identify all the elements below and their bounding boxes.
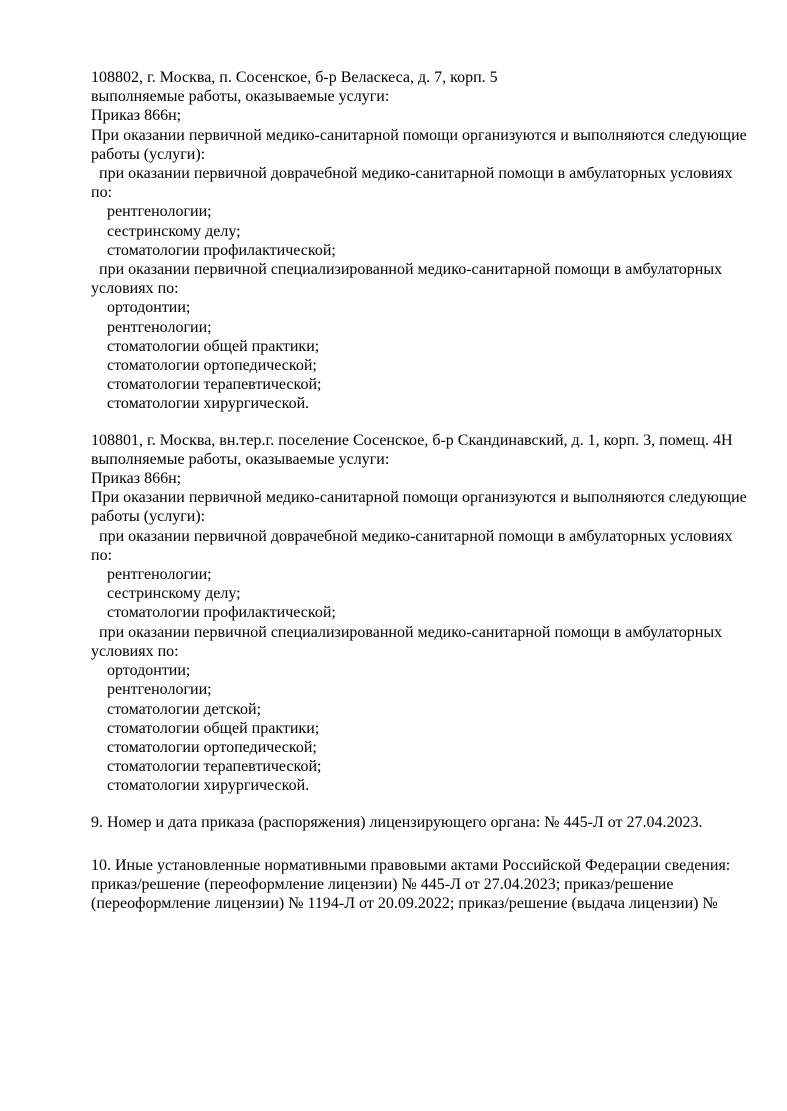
document-line: 108801, г. Москва, вн.тер.г. поселение Сосенское, б-р Скандинавский, д. 1, корп. 3, помещ. 4Н: [91, 431, 733, 449]
document-line: рентгенологии;: [91, 203, 212, 221]
document-line: при оказании первичной доврачебной медико-санитарной помощи в амбулаторных условиях: [91, 165, 733, 183]
document-line: 10. Иные установленные нормативными правовыми актами Российской Федерации сведения:: [91, 856, 731, 874]
document-line: ортодонтии;: [91, 299, 191, 317]
document-line: стоматологии хирургической.: [91, 777, 310, 795]
document-line: условиях по:: [91, 280, 179, 298]
document-line: стоматологии общей практики;: [91, 337, 320, 355]
document-line: стоматологии хирургической.: [91, 395, 310, 413]
document-line: стоматологии ортопедической;: [91, 357, 317, 375]
document-line: (переоформление лицензии) № 1194-Л от 20.09.2022; приказ/решение (выдача лицензии) №: [91, 895, 718, 913]
document-line: При оказании первичной медико-санитарной помощи организуются и выполняются следующие: [91, 126, 747, 144]
document-line: при оказании первичной специализированной медико-санитарной помощи в амбулаторных: [91, 261, 723, 279]
document-line: стоматологии профилактической;: [91, 604, 336, 622]
document-line: сестринскому делу;: [91, 222, 241, 240]
document-line: ортодонтии;: [91, 662, 191, 680]
document-line: сестринскому делу;: [91, 585, 241, 603]
document-line: стоматологии терапевтической;: [91, 376, 322, 394]
document-line: рентгенологии;: [91, 566, 212, 584]
document-line: по:: [91, 546, 113, 564]
clause-9-order-number: [91, 813, 747, 832]
location-block-108802: [91, 68, 747, 414]
document-line: работы (услуги):: [91, 508, 206, 526]
document-line: выполняемые работы, оказываемые услуги:: [91, 88, 390, 106]
document-line: работы (услуги):: [91, 145, 206, 163]
document-line: условиях по:: [91, 642, 179, 660]
document-line: выполняемые работы, оказываемые услуги:: [91, 450, 390, 468]
document-line: При оказании первичной медико-санитарной помощи организуются и выполняются следующие: [91, 489, 747, 507]
document-line: по:: [91, 184, 113, 202]
document-line: стоматологии терапевтической;: [91, 758, 322, 776]
clause-10-other-information: [91, 856, 747, 914]
document-line: стоматологии общей практики;: [91, 719, 320, 737]
document-line: рентгенологии;: [91, 681, 212, 699]
document-line: Приказ 866н;: [91, 107, 182, 125]
document-line: стоматологии профилактической;: [91, 241, 336, 259]
document-line: стоматологии ортопедической;: [91, 738, 317, 756]
document-line: Приказ 866н;: [91, 470, 182, 488]
document-line: рентгенологии;: [91, 318, 212, 336]
document-line: стоматологии детской;: [91, 700, 262, 718]
document-line: приказ/решение (переоформление лицензии) № 445-Л от 27.04.2023; приказ/решение: [91, 875, 674, 893]
document-line: при оказании первичной доврачебной медико-санитарной помощи в амбулаторных условиях: [91, 527, 733, 545]
document-line: при оказании первичной специализированной медико-санитарной помощи в амбулаторных: [91, 623, 723, 641]
document-line: 108802, г. Москва, п. Сосенское, б-р Веласкеса, д. 7, корп. 5: [91, 69, 498, 86]
location-block-108801: [91, 431, 747, 796]
document-line: 9. Номер и дата приказа (распоряжения) лицензирующего органа: № 445-Л от 27.04.2023.: [91, 813, 703, 831]
